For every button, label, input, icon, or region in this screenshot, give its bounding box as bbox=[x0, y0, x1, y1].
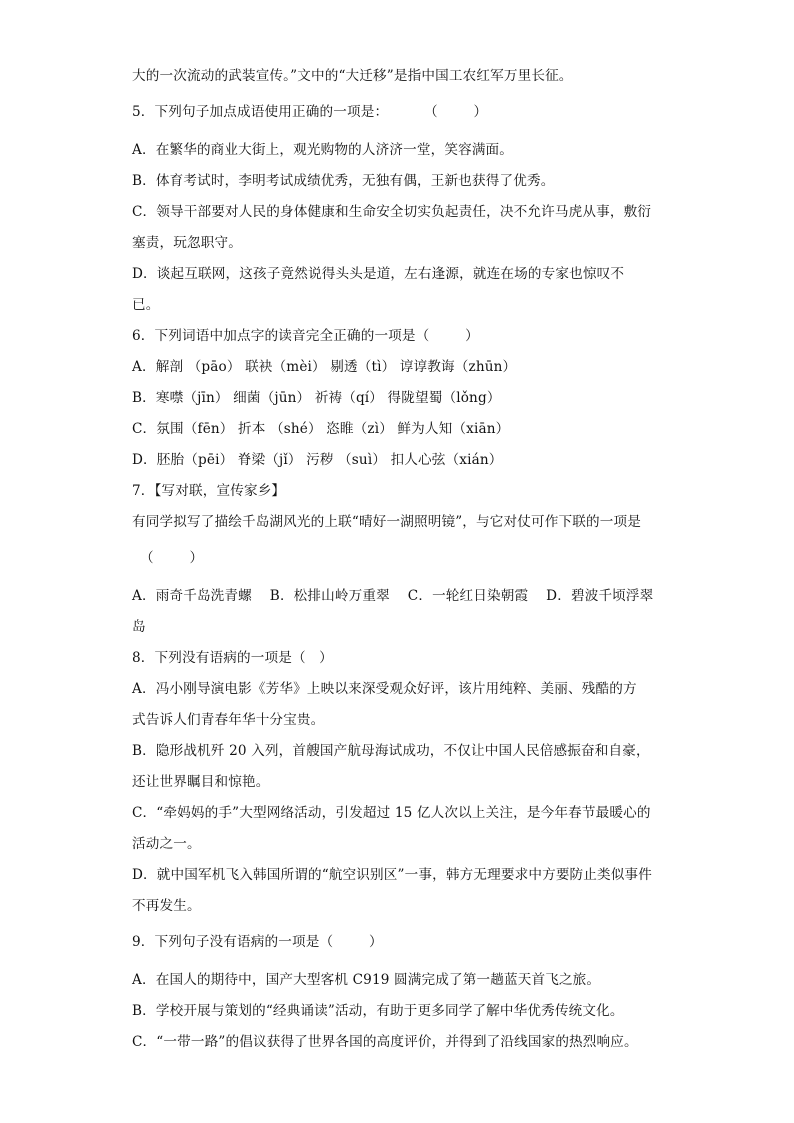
option-line: C．“一带一路”的倡议获得了世界各国的高度评价，并得到了沿线国家的热烈响应。 bbox=[132, 1034, 638, 1050]
question-7-stem: 7．【写对联，宣传家乡】 bbox=[132, 483, 286, 499]
option-line: 活动之一。 bbox=[132, 836, 201, 852]
question-6-stem: 6．下列词语中加点字的读音完全正确的一项是（ ） bbox=[132, 328, 479, 344]
option-line: A．解剖 （pāo） 联袂（mèi） 剔透（tì） 谆谆教诲（zhūn） bbox=[132, 359, 517, 375]
option-line: B．隐形战机歼 20 入列，首艘国产航母海试成功，不仅让中国人民倍感振奋和自豪， bbox=[132, 743, 650, 759]
option-line: B．体育考试时，李明考试成绩优秀，无独有偶，王新也获得了优秀。 bbox=[132, 173, 555, 189]
option-line: A．在国人的期待中，国产大型客机 C919 圆满完成了第一趟蓝天首飞之旅。 bbox=[132, 972, 601, 988]
option-line: D．就中国军机飞入韩国所谓的“航空识别区”一事，韩方无理要求中方要防止类似事件 bbox=[132, 867, 653, 883]
option-line: 还让世界瞩目和惊艳。 bbox=[132, 774, 270, 790]
option-line: D．谈起互联网，这孩子竟然说得头头是道，左右逢源，就连在场的专家也惊叹不 bbox=[132, 266, 625, 282]
option-line: 式告诉人们青春年华十分宝贵。 bbox=[132, 712, 325, 728]
answer-blank: （ ） bbox=[140, 550, 204, 566]
option-line: A．在繁华的商业大街上，观光购物的人济济一堂，笑容满面。 bbox=[132, 142, 514, 158]
option-line: C．“牵妈妈的手”大型网络活动，引发超过 15 亿人次以上关注，是今年春节最暖心的 bbox=[132, 805, 651, 821]
option-line: B．寒噤（jīn） 细菌（jūn） 祈祷（qí） 得陇望蜀（lǒng） bbox=[132, 390, 501, 406]
option-line: C．领导干部要对人民的身体健康和生命安全切实负起责任，决不允许马虎从事，敷衍 bbox=[132, 204, 652, 220]
text-line: 有同学拟写了描绘千岛湖风光的上联“晴好一湖照明镜”，与它对仗可作下联的一项是 bbox=[132, 514, 641, 530]
text-line: 大的一次流动的武装宣传。”文中的“大迁移”是指中国工农红军万里长征。 bbox=[132, 68, 573, 84]
option-line: 塞责，玩忽职守。 bbox=[132, 235, 242, 251]
option-line: D．胚胎（pēi） 脊梁（jǐ） 污秽 （suì） 扣人心弦（xián） bbox=[132, 452, 503, 468]
option-line: B．学校开展与策划的“经典诵读”活动，有助于更多同学了解中华优秀传统文化。 bbox=[132, 1003, 624, 1019]
option-line: 已。 bbox=[132, 297, 160, 313]
question-9-stem: 9．下列句子没有语病的一项是（ ） bbox=[132, 934, 383, 950]
option-line: 不再发生。 bbox=[132, 898, 201, 914]
option-line: A．冯小刚导演电影《芳华》上映以来深受观众好评，该片用纯粹、美丽、残酷的方 bbox=[132, 681, 637, 697]
option-line: 岛 bbox=[132, 619, 146, 635]
option-line: A．雨奇千岛洗青螺 B．松排山岭万重翠 C．一轮红日染朝霞 D．碧波千顷浮翠 bbox=[132, 588, 654, 604]
option-line: C．氛围（fēn） 折本 （shé） 恣睢（zì） 鲜为人知（xiān） bbox=[132, 421, 510, 437]
question-8-stem: 8．下列没有语病的一项是（ ） bbox=[132, 650, 333, 666]
question-5-stem: 5．下列句子加点成语使用正确的一项是： （ ） bbox=[132, 104, 488, 120]
